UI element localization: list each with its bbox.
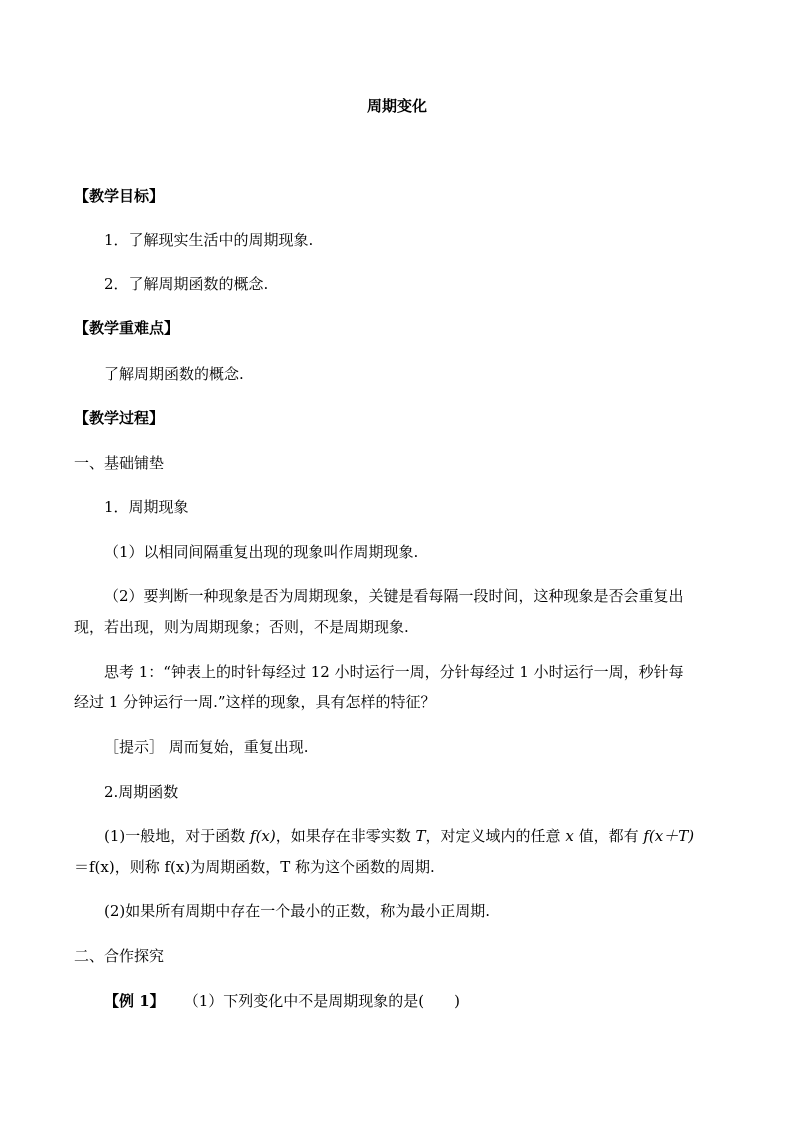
item-2-1-text-a: (1)一般地，对于函数 (104, 827, 251, 845)
item-2-2: (2)如果所有周期中存在一个最小的正数，称为最小正周期. (104, 902, 491, 920)
item-2-1-text-b: ，如果存在非零实数 (275, 827, 416, 845)
example-1 (104, 991, 460, 1011)
hint-1: ［提示］ 周而复始，重复出现. (104, 738, 309, 756)
goal-2: 2．了解周期函数的概念. (104, 275, 269, 293)
key-point-1: 了解周期函数的概念. (104, 365, 244, 383)
part-2-heading: 二、合作探究 (74, 947, 165, 965)
x-symbol: x (565, 827, 574, 845)
process-heading: 【教学过程】 (74, 409, 165, 427)
fx-formula: f(x) (250, 827, 276, 845)
think-1-line-1: 思考 1：“钟表上的时针每经过 12 小时运行一周，分针每经过 1 小时运行一周，秒针每 (104, 663, 684, 681)
item-2-1-text-d: 值，都有 (573, 827, 644, 845)
goals-heading: 【教学目标】 (74, 187, 165, 205)
item-2-1-text-c: ，对定义域内的任意 (425, 827, 566, 845)
think-1-line-2: 经过 1 分钟运行一周.”这样的现象，具有怎样的特征？ (74, 693, 436, 711)
item-1-1: （1）以相同间隔重复出现的现象叫作周期现象. (104, 543, 419, 561)
example-1-label: 【例 1】 (104, 992, 165, 1010)
example-1-text: （1）下列变化中不是周期现象的是( ) (183, 992, 460, 1010)
item-1-2-line-2: 现，若出现，则为周期现象；否则，不是周期现象. (74, 618, 409, 636)
fxT-formula: f(x＋T) (643, 827, 695, 845)
item-2-1-line-1 (104, 826, 694, 846)
page-title: 周期变化 (366, 97, 427, 115)
goal-1: 1．了解现实生活中的周期现象. (104, 231, 314, 249)
key-heading: 【教学重难点】 (74, 319, 180, 337)
part-1-heading: 一、基础铺垫 (74, 454, 165, 472)
item-1-heading: 1．周期现象 (104, 498, 189, 516)
period-symbol: T (415, 827, 426, 845)
item-2-1-line-2: ＝f(x)，则称 f(x)为周期函数，T 称为这个函数的周期. (74, 858, 435, 876)
item-2-heading: 2.周期函数 (104, 783, 179, 801)
item-1-2-line-1: （2）要判断一种现象是否为周期现象，关键是看每隔一段时间，这种现象是否会重复出 (104, 587, 684, 605)
